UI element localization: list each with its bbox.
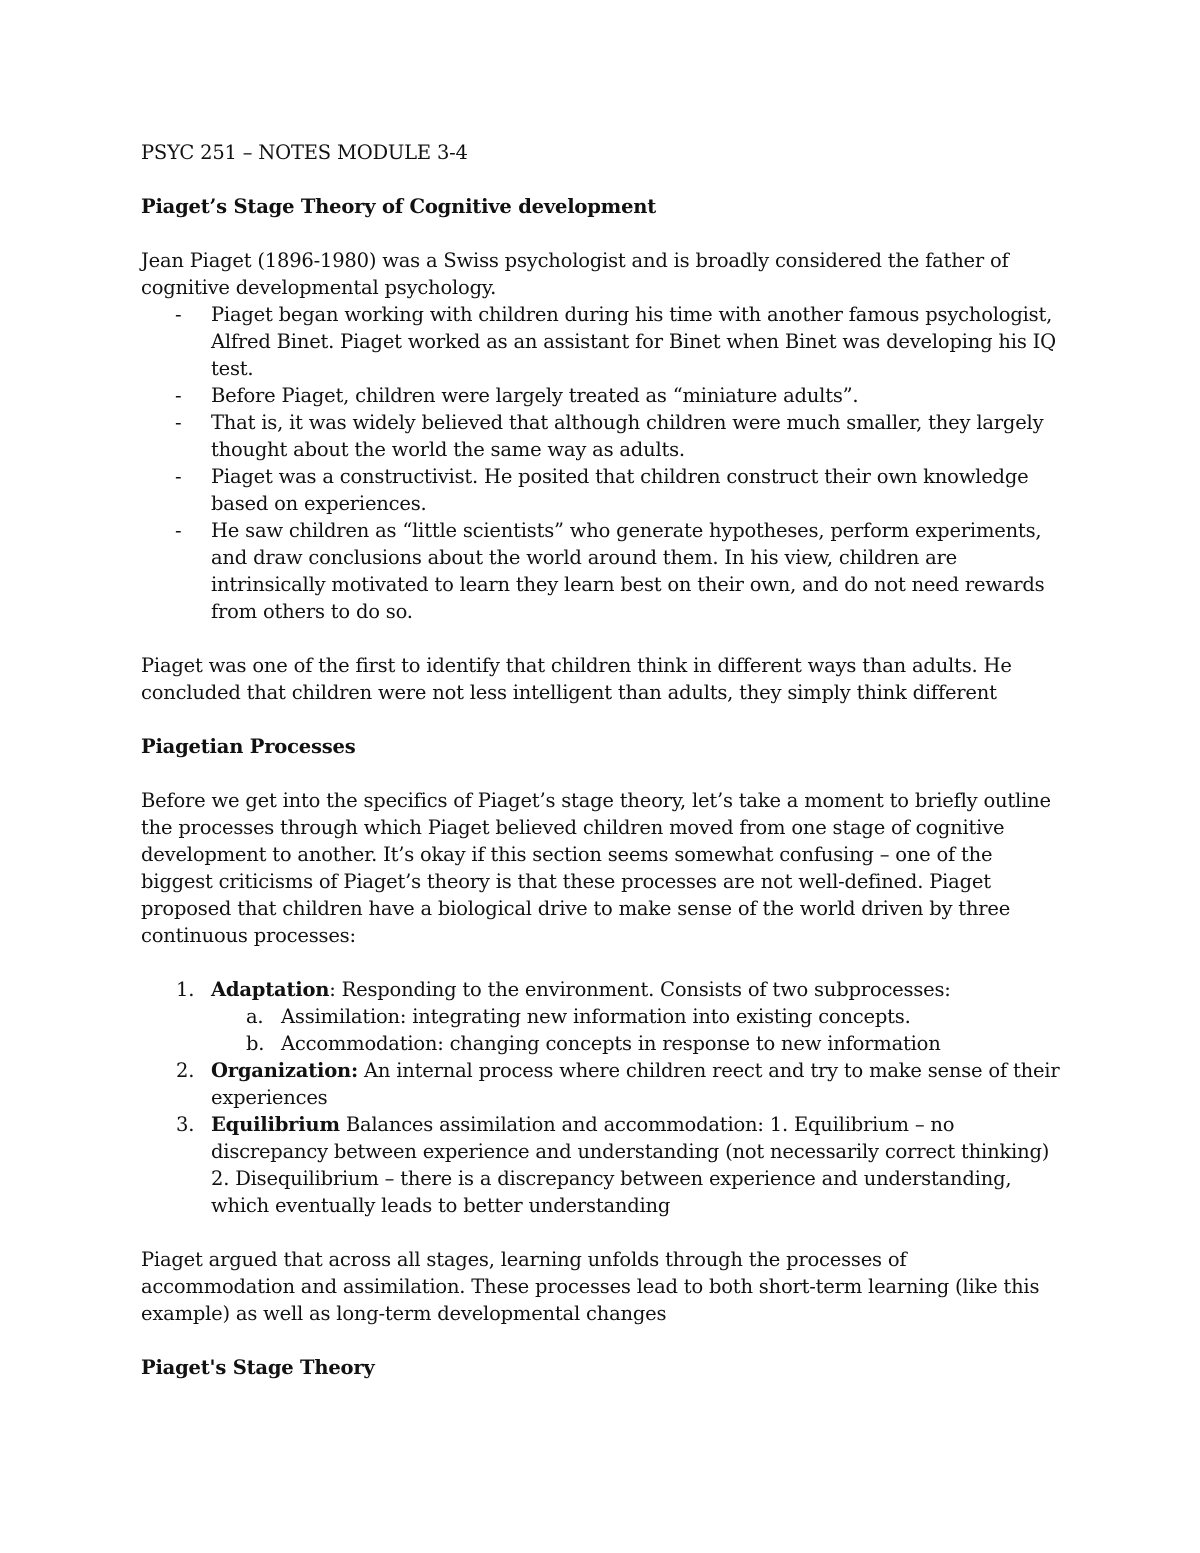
process-term: Adaptation [211, 978, 330, 1001]
process-item-adaptation [141, 976, 1066, 1057]
intro-paragraph: Jean Piaget (1896-1980) was a Swiss psychologist and is broadly considered the father of cognitive developmental psychology. [141, 249, 1009, 299]
bullet-marker: - [175, 303, 182, 326]
list-number: 3. [176, 1113, 195, 1136]
bullet-text: Piaget began working with children during his time with another famous psychologist, Alfred Binet. Piaget worked as an assistant for Binet when Binet was developing his IQ test. [211, 303, 1056, 380]
document-title: PSYC 251 – NOTES MODULE 3-4 [141, 141, 468, 164]
list-item [141, 382, 1066, 409]
bullet-text: That is, it was widely believed that although children were much smaller, they largely thought about the world the same way as adults. [211, 411, 1044, 461]
process-term: Organization: [211, 1059, 359, 1082]
subprocess-list [211, 1003, 1066, 1057]
process-item-organization [141, 1057, 1066, 1111]
list-item [141, 463, 1066, 517]
list-item [141, 517, 1066, 625]
section-heading-piagetian-processes: Piagetian Processes [141, 735, 356, 758]
process-description: : Responding to the environment. Consists of two subprocesses: [329, 978, 951, 1001]
subprocess-text: Assimilation: integrating new information into existing concepts. [281, 1005, 911, 1028]
bullet-marker: - [175, 411, 182, 434]
bullet-marker: - [175, 384, 182, 407]
processes-intro-paragraph: Before we get into the specifics of Piaget’s stage theory, let’s take a moment to briefly outline the processes through which Piaget believed children moved from one stage of cognitive development to another. It’s okay if this section seems somewhat confusing – one of the biggest criticisms of Piaget’s theory is that these processes are not well-defined. Piaget proposed that children have a biological drive to make sense of the world driven by three continuous processes: [141, 789, 1051, 947]
list-number: 1. [176, 978, 195, 1001]
subprocess-text: Accommodation: changing concepts in response to new information [281, 1032, 941, 1055]
subprocess-item-accommodation [211, 1030, 1066, 1057]
subprocess-item-assimilation [211, 1003, 1066, 1030]
list-item [141, 301, 1066, 382]
bullet-marker: - [175, 519, 182, 542]
list-letter: b. [246, 1032, 265, 1055]
list-number: 2. [176, 1059, 195, 1082]
list-item [141, 409, 1066, 463]
process-term: Equilibrium [211, 1113, 340, 1136]
bullet-text: He saw children as “little scientists” who generate hypotheses, perform experiments, and draw conclusions about the world around them. In his view, children are intrinsically motivated to learn they learn best on their own, and do not need rewards from others to do so. [211, 519, 1045, 623]
process-description: Balances assimilation and accommodation: 1. Equilibrium – no discrepancy between experience and understanding (not necessarily correct thinking) 2. Disequilibrium – there is a discrepancy between experience and understanding, which eventually leads to better understanding [211, 1113, 1050, 1217]
document-body [141, 139, 1066, 1408]
process-item-equilibrium [141, 1111, 1066, 1219]
process-description: An internal process where children reect and try to make sense of their experiences [211, 1059, 1060, 1109]
bullet-marker: - [175, 465, 182, 488]
bullet-text: Before Piaget, children were largely treated as “miniature adults”. [211, 384, 859, 407]
bullet-list [141, 301, 1066, 625]
section-heading-stage-theory-cognitive: Piaget’s Stage Theory of Cognitive development [141, 195, 657, 218]
closing-paragraph: Piaget was one of the first to identify that children think in different ways than adults. He concluded that children were not less intelligent than adults, they simply think different [141, 654, 1012, 704]
processes-list [141, 976, 1066, 1219]
bullet-text: Piaget was a constructivist. He posited that children construct their own knowledge based on experiences. [211, 465, 1029, 515]
section-heading-stage-theory: Piaget's Stage Theory [141, 1356, 375, 1379]
list-letter: a. [246, 1005, 264, 1028]
processes-closing-paragraph: Piaget argued that across all stages, learning unfolds through the processes of accommodation and assimilation. These processes lead to both short-term learning (like this example) as well as long-term developmental changes [141, 1248, 1040, 1325]
